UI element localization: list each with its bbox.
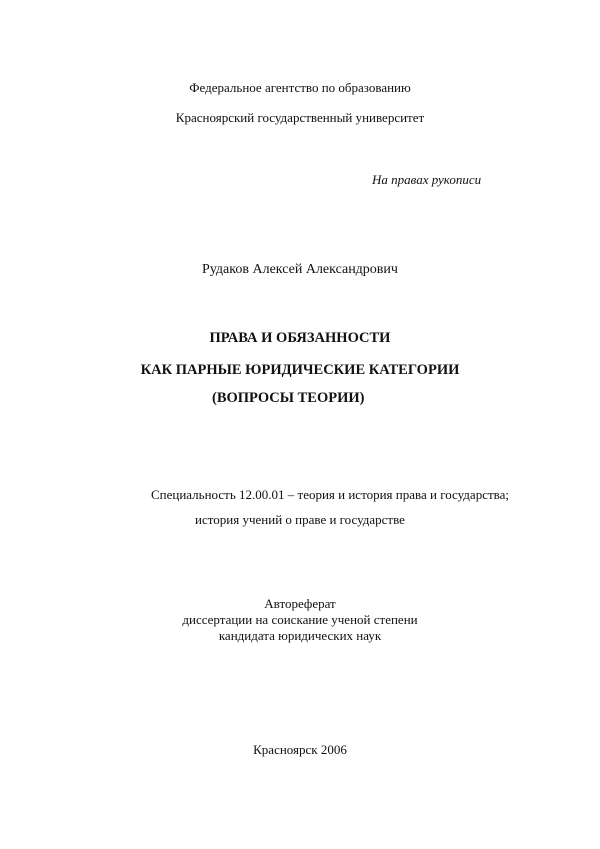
specialty-line-2: история учений о праве и государстве	[195, 512, 405, 527]
title-line-3: (ВОПРОСЫ ТЕОРИИ)	[212, 390, 365, 406]
abstract-label: Автореферат	[264, 596, 336, 611]
abstract-candidate-line: кандидата юридических наук	[218, 628, 382, 643]
author-name: Рудаков Алексей Александрович	[202, 262, 398, 277]
specialty-line-1: Специальность 12.00.01 – теория и история права и государства;	[150, 487, 509, 502]
city-year: Красноярск 2006	[253, 742, 347, 757]
title-line-2: КАК ПАРНЫЕ ЮРИДИЧЕСКИЕ КАТЕГОРИИ	[140, 362, 460, 378]
abstract-degree-line: диссертации на соискание ученой степени	[182, 612, 418, 627]
title-line-1: ПРАВА И ОБЯЗАННОСТИ	[209, 330, 391, 346]
university-name: Красноярский государственный университет	[175, 110, 425, 125]
manuscript-note: На правах рукописи	[372, 172, 482, 187]
agency-name: Федеральное агентство по образованию	[189, 80, 411, 95]
